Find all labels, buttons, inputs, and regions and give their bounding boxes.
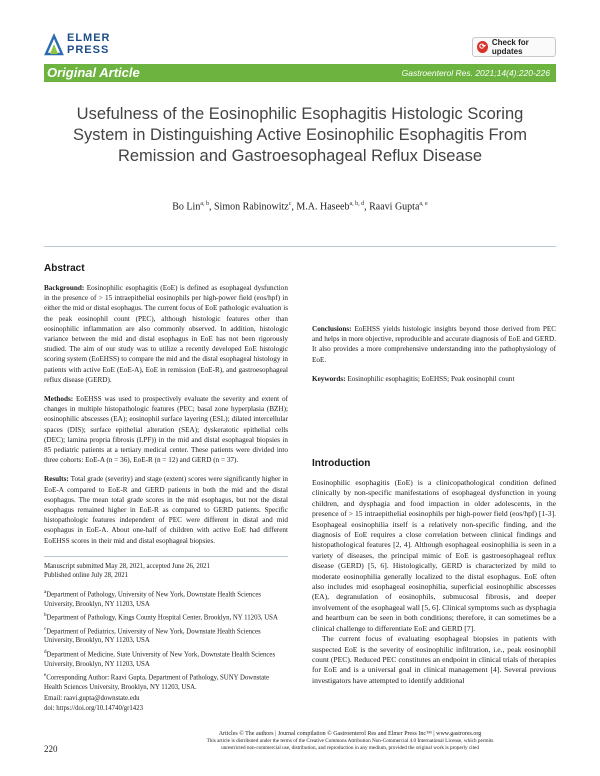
affiliation-sup: b — [44, 613, 47, 619]
affiliation-sup: a — [44, 590, 47, 595]
author-name: Simon Rabinowitz — [214, 201, 289, 213]
published-date: Published online July 28, 2021 — [44, 572, 129, 580]
background-text: Eosinophilic esophagitis (EoE) is defined as esophageal dysfunction in the presence of > 15 intraepithelial eosinophils per high-power field (eos/hpf) in either the mid or distal esophagus. The current focus of EoE pathologic evaluation is the peak eosinophil count (PEC), although histologic features other than eosinophilic inflammation are also commonly observed. In addition, histologic variance between the mid and distal esophagus in EoE has not been rigorously studied. The aim of our study was to utilize a recently developed EoE histologic scoring system (EoEHSS) to compare the mid and the distal esophageal histology in patients with active EoE (EoE-A), EoE in remission (EoE-R), and gastroesophageal reflux disease (GERD). — [44, 284, 288, 384]
abstract-right-column — [312, 324, 556, 393]
affiliations — [44, 588, 288, 703]
check-for-updates-button[interactable] — [472, 37, 556, 57]
affiliation — [44, 648, 288, 669]
affiliation-sup: d — [44, 649, 47, 655]
affiliation-sup: e — [44, 672, 47, 678]
publisher-name-line1: ELMER — [67, 32, 111, 44]
abstract-keywords — [312, 374, 556, 384]
elmer-press-logo-icon — [44, 32, 64, 56]
publisher-name-line2: PRESS — [67, 44, 110, 56]
affiliation-text: Corresponding Author: Raavi Gupta, Department of Pathology, SUNY Downstate Health Sciences University, Brooklyn, NY 11203, USA. — [44, 674, 270, 691]
affiliation — [44, 611, 288, 623]
author-affiliation-sup: a, b, d — [349, 201, 365, 207]
doi-link[interactable]: doi: https://doi.org/10.14740/gr1423 — [44, 705, 143, 712]
affiliation-text: Department of Pathology, University of New York, Downstate Health Sciences University, Brooklyn, NY 11203, USA — [44, 591, 261, 608]
methods-text: EoEHSS was used to prospectively evaluate the severity and extent of changes in multiple histopathologic features (PEC; basal zone hyperplasia (BZH); eosinophilic abscesses (EA); eosinophil surface layering (ESL); dilated intercellular spaces (DIS); surface epithelial alteration (SEA); dyskeratotic epithelial cells (DEC); lamina propria fibrosis (LPF)) in the mid and distal esophageal biopsies in 85 pediatric patients at a tertiary medical center. These patients were divided into three cohorts: EoE-A (n = 36), EoE-R (n = 12) and GERD (n = 37). — [44, 395, 288, 465]
affiliation — [44, 588, 288, 609]
author-affiliation-sup: a, e — [419, 201, 428, 207]
conclusions-label: Conclusions: — [312, 325, 352, 333]
article-title: Usefulness of the Eosinophilic Esophagitis Histologic Scoring System in Distinguishing Active Eosinophilic Esophagitis From Remission and Gastroesophageal Reflux Disease — [73, 105, 527, 165]
check-for-updates-label: Check for updates — [491, 38, 529, 56]
author-name: M.A. Haseeb — [296, 201, 350, 213]
affiliation-text: Department of Medicine, State University of New York, Downstate Health Sciences University, Brooklyn, NY 11203, USA — [44, 651, 276, 668]
conclusions-text: EoEHSS yields histologic insights beyond those derived from PEC and helps in more objective, reproducible and accurate diagnosis of EoE and GERD. It also provides a more comprehensive understanding into the pathophysiology of EoE. — [312, 325, 557, 364]
introduction-heading: Introduction — [312, 458, 371, 469]
keywords-text: Eosinophilic esophagitis; EoEHSS; Peak eosinophil count — [347, 374, 515, 383]
journal-citation: Gastroenterol Res. 2021;14(4):220-226 — [401, 68, 550, 78]
author-name: Bo Lin — [172, 201, 201, 213]
introduction-paragraph: Eosinophilic esophagitis (EoE) is a clinicopathological condition defined clinically by non-specific manifestations of esophageal dysfunction in young children, and dysphagia and food impaction in older adolescents, in the presence of > 15 intraepithelial eosinophils per high-power field (eos/hpf) [1-3]. Esophageal eosinophilia itself is a relatively non-specific finding, and the diagnosis of EoE requires a close correlation between clinical findings and histopathological features [2, 4]. Although esophageal eosinophilia is seen in a variety of diseases, the principal mimic of EoE is gastroesophageal reflux disease (GERD) [5, 6]. Histologically, GERD is characterized by mild to moderate eosinophilia generally localized to the distal esophagus. EoE often also includes mid esophageal eosinophilia, superficial eosinophilic abscesses (EA), degranulation of eosinophils, submucosal fibrosis, and deeper involvement of the esophageal wall [5, 6]. Clinical symptoms such as dysphagia and heartburn can be seen in both conditions; therefore, it can sometimes be a clinical challenge to differentiate EoE and GERD [7]. — [312, 478, 557, 633]
publisher-logo — [44, 30, 134, 60]
keywords-label: Keywords: — [312, 374, 346, 383]
abstract-conclusions — [312, 324, 556, 365]
introduction-body — [312, 478, 556, 686]
copyright-footer — [120, 731, 580, 753]
affiliation — [44, 625, 288, 646]
affiliation-text: Department of Pediatrics, University of New York, Downstate Health Sciences University, Brooklyn, NY 11203, USA — [44, 628, 261, 645]
copyright-line: Articles © The authors | Journal compilation © Gastroenterol Res and Elmer Press Inc™ | www.gastrores.org — [218, 731, 482, 737]
submitted-date: Manuscript submitted May 28, 2021, accepted June 26, 2021 — [44, 563, 210, 570]
affiliation-text: Department of Pathology, Kings County Hospital Center, Brooklyn, NY 11203, USA — [46, 614, 278, 622]
divider — [44, 556, 288, 557]
license-line: unrestricted non-commercial use, distribution, and reproduction in any medium, provided the original work is properly cited — [221, 745, 479, 752]
author-affiliation-sup: a, b — [200, 201, 209, 207]
affiliation — [44, 671, 288, 692]
abstract-heading: Abstract — [44, 263, 85, 274]
author-list: Bo Lin$^{a, b}$, Simon Rabinowitz$^c$, M.A. Haseeb$^{a, b, d}$, Raavi Gupta$^{a, e}$ — [172, 201, 428, 213]
abstract-methods — [44, 394, 288, 465]
abstract-results — [44, 474, 288, 545]
manuscript-dates — [44, 562, 288, 581]
abstract-left-column — [44, 283, 288, 555]
page-number: 220 — [44, 744, 58, 754]
abstract-background — [44, 283, 288, 385]
background-label: Background: — [44, 284, 85, 292]
affiliation-sup: c — [44, 626, 47, 632]
update-icon: ⟳ — [477, 41, 488, 53]
corresponding-email[interactable]: Email: raavi.gupta@downstate.edu — [44, 694, 140, 702]
results-text: Total grade (severity) and stage (extent) scores were significantly higher in EoE-A compared to EoE-R and GERD patients in both the mid and the distal esophagus. The mean total grade scores in the mid esophagus, but not the distal esophagus remained higher in EoE-R as compared to GERD patients. Specific histopathologic features independent of PEC were different in distal and mid esophagus in EoE-A. About one-half of children with active EoE had different EoEHSS scores in their mid and distal esophageal biopsies. — [44, 475, 288, 545]
results-label: Results: — [44, 475, 69, 484]
article-type: Original Article — [47, 65, 140, 80]
publisher-name — [67, 32, 111, 56]
methods-label: Methods: — [44, 395, 74, 404]
author-affiliation-sup: c — [288, 201, 292, 207]
divider — [44, 246, 556, 247]
introduction-paragraph: The current focus of evaluating esophageal biopsies in patients with suspected EoE is the severity of eosinophilic infiltration, i.e., peak eosinophil count (PEC). Reduced PEC constitutes an endpoint in clinical trials of therapies for EoE and is a universal goal in clinical management [4]. Several previous investigators have attempted to identify additional — [312, 634, 556, 685]
license-line: This article is distributed under the terms of the Creative Commons Attribution Non-Commercial 4.0 International License, which permits — [206, 738, 494, 745]
author-name: Raavi Gupta — [369, 201, 420, 213]
article-type-banner — [44, 64, 556, 82]
